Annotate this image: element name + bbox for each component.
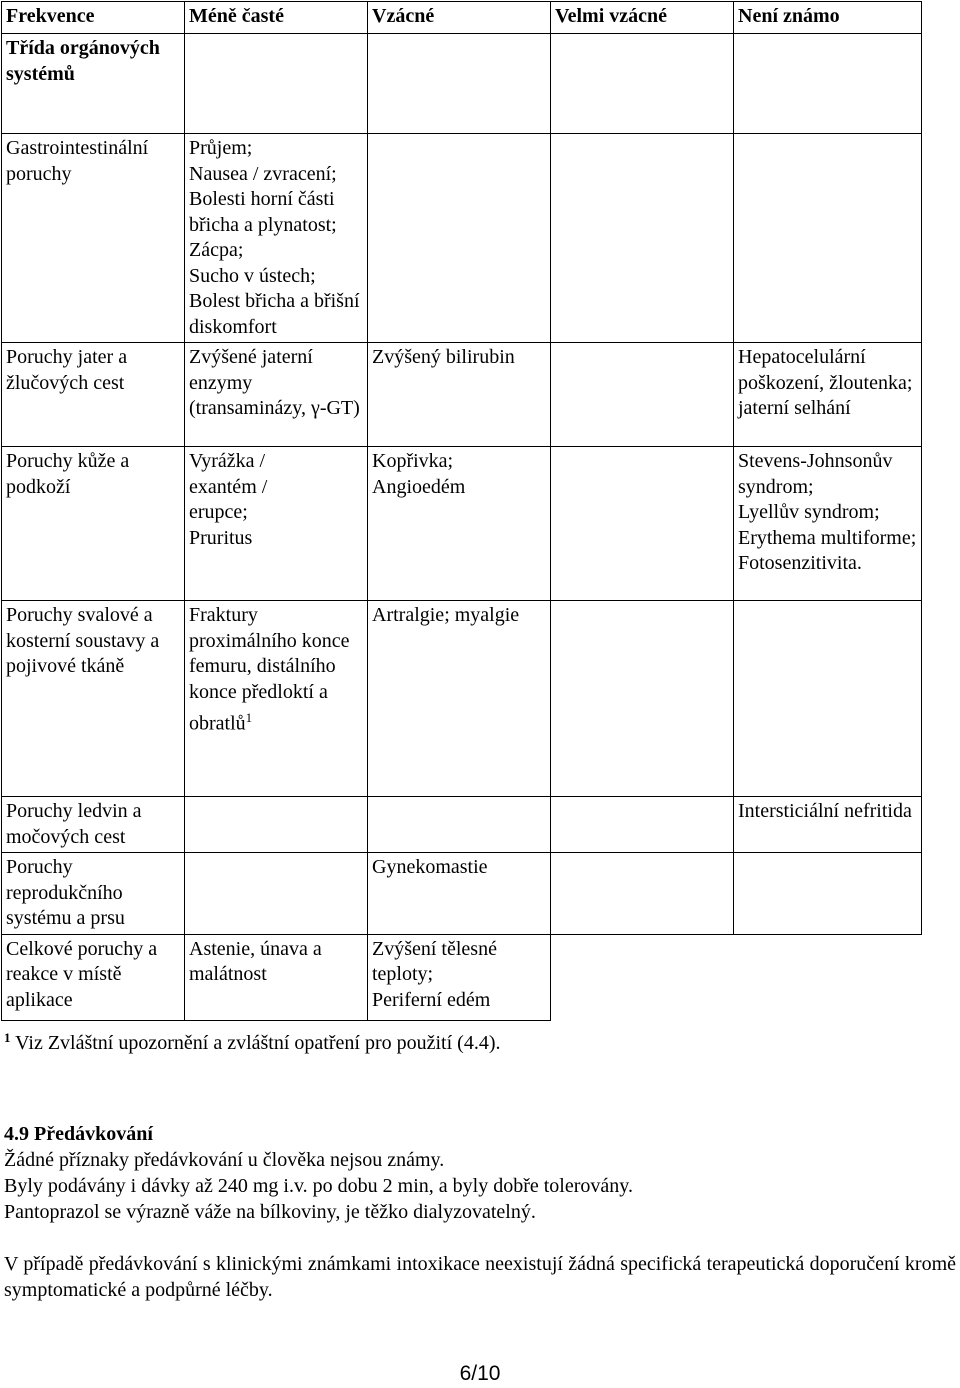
unknown-cell <box>734 934 922 1020</box>
uncommon-cell: Fraktury proximálního konce femuru, distálního konce předloktí a obratlů$^1$ <box>185 601 368 797</box>
header-unknown: Není známo <box>734 2 922 34</box>
empty-cell <box>551 34 734 134</box>
overdose-section <box>4 1121 956 1303</box>
unknown-cell <box>734 853 922 935</box>
organ-class-cell: Celkové poruchy a reakce v místě aplikace <box>2 934 185 1020</box>
section-heading: 4.9 Předávkování <box>4 1123 153 1145</box>
header-very-rare: Velmi vzácné <box>551 2 734 34</box>
header-uncommon: Méně časté <box>185 2 368 34</box>
very-rare-cell <box>551 934 734 1020</box>
uncommon-cell: Astenie, únava a malátnost <box>185 934 368 1020</box>
table-row <box>2 601 922 797</box>
header-frequency: Frekvence <box>2 2 185 34</box>
uncommon-cell: Průjem; Nausea / zvracení; Bolesti horní části břicha a plynatost; Zácpa; Sucho v ústech; Bolest břicha a břišní diskomfort <box>185 134 368 343</box>
footnote-marker: 1 <box>4 1030 11 1045</box>
rare-cell: Zvýšení tělesné teploty; Periferní edém <box>368 934 551 1020</box>
table-row <box>2 853 922 935</box>
section-line: Pantoprazol se výrazně váže na bílkoviny, je těžko dialyzovatelný. <box>4 1201 536 1223</box>
table-row <box>2 797 922 853</box>
organ-class-cell: Poruchy ledvin a močových cest <box>2 797 185 853</box>
unknown-cell: Stevens-Johnsonův syndrom; Lyellův syndrom; Erythema multiforme; Fotosenzitivita. <box>734 447 922 601</box>
unknown-cell: Intersticiální nefritida <box>734 797 922 853</box>
empty-cell <box>368 34 551 134</box>
footnote-text: Viz Zvláštní upozornění a zvláštní opatření pro použití (4.4). <box>15 1032 501 1054</box>
rare-cell: Zvýšený bilirubin <box>368 343 551 447</box>
unknown-cell: Hepatocelulární poškození, žloutenka; jaterní selhání <box>734 343 922 447</box>
table-row <box>2 447 922 601</box>
rare-cell <box>368 134 551 343</box>
organ-class-cell: Poruchy svalové a kosterní soustavy a pojivové tkáně <box>2 601 185 797</box>
very-rare-cell <box>551 601 734 797</box>
table-row <box>2 134 922 343</box>
rare-cell: Gynekomastie <box>368 853 551 935</box>
very-rare-cell <box>551 447 734 601</box>
class-header-row <box>2 34 922 134</box>
rare-cell: Artralgie; myalgie <box>368 601 551 797</box>
header-rare: Vzácné <box>368 2 551 34</box>
header-row <box>2 2 922 34</box>
organ-class-cell: Poruchy reprodukčního systému a prsu <box>2 853 185 935</box>
empty-cell <box>185 34 368 134</box>
organ-class-cell: Gastrointestinální poruchy <box>2 134 185 343</box>
empty-cell <box>734 34 922 134</box>
very-rare-cell <box>551 343 734 447</box>
uncommon-cell <box>185 853 368 935</box>
section-paragraph: V případě předávkování s klinickými známkami intoxikace neexistují žádná specifická terapeutická doporučení kromě symptomatické a podpůrné léčby. <box>4 1253 956 1301</box>
uncommon-cell: Vyrážka / exantém / erupce; Pruritus <box>185 447 368 601</box>
unknown-cell <box>734 601 922 797</box>
very-rare-cell <box>551 797 734 853</box>
table-row <box>2 934 922 1020</box>
footnote <box>4 1030 500 1055</box>
rare-cell: Kopřivka; Angioedém <box>368 447 551 601</box>
rare-cell <box>368 797 551 853</box>
section-line: Žádné příznaky předávkování u člověka nejsou známy. <box>4 1149 445 1171</box>
adverse-reactions-table <box>1 1 922 1021</box>
uncommon-cell <box>185 797 368 853</box>
section-line: Byly podávány i dávky až 240 mg i.v. po dobu 2 min, a byly dobře tolerovány. <box>4 1175 633 1197</box>
table-row <box>2 343 922 447</box>
very-rare-cell <box>551 853 734 935</box>
page-number: 6/10 <box>459 1362 501 1385</box>
uncommon-cell: Zvýšené jaterní enzymy (transaminázy, γ-GT) <box>185 343 368 447</box>
organ-class-cell: Poruchy kůže a podkoží <box>2 447 185 601</box>
header-organ-class: Třída orgánových systémů <box>2 34 185 134</box>
organ-class-cell: Poruchy jater a žlučových cest <box>2 343 185 447</box>
unknown-cell <box>734 134 922 343</box>
very-rare-cell <box>551 134 734 343</box>
